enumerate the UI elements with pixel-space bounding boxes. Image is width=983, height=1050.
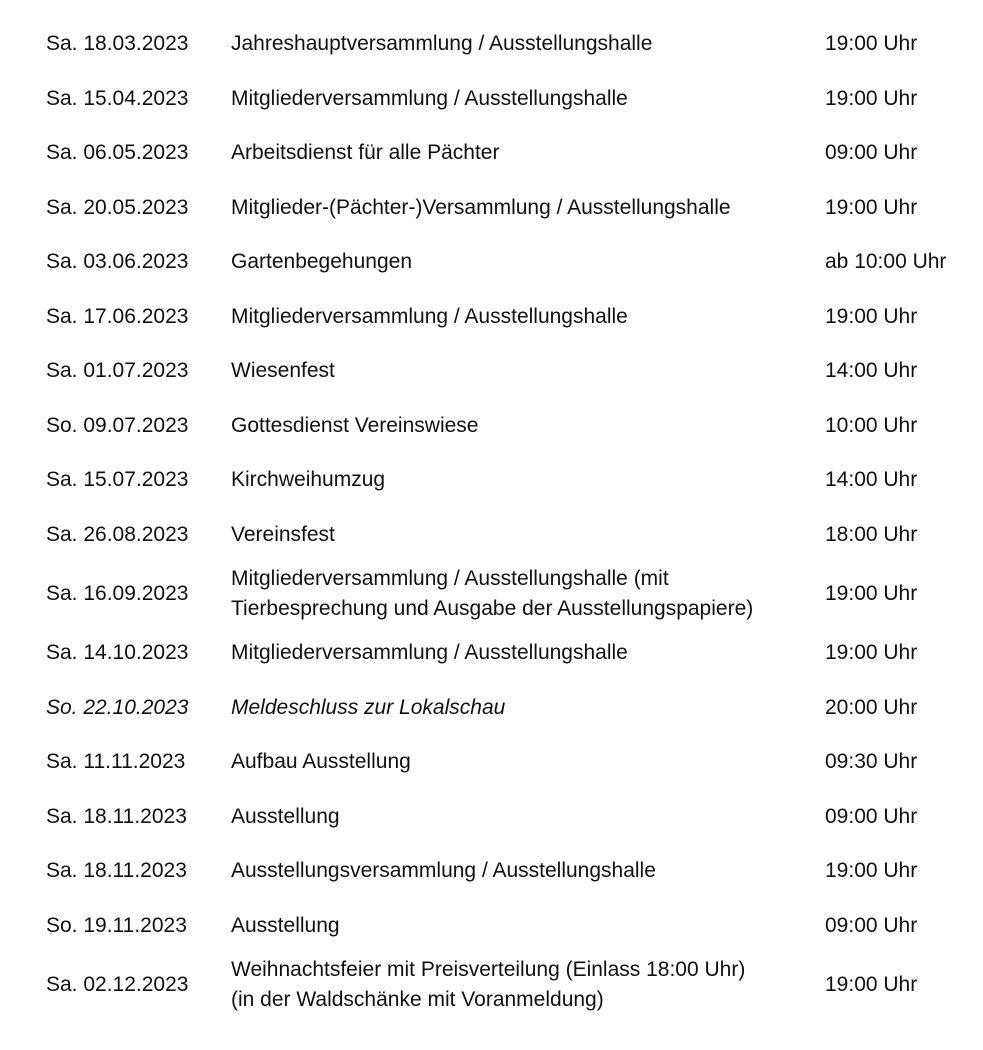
event-title: Gottesdienst Vereinswiese (231, 413, 479, 437)
schedule-row (0, 453, 983, 508)
event-title: Mitglieder-(Pächter-)Versammlung / Ausstellungshalle (231, 195, 731, 219)
event-date: So. 22.10.2023 (46, 695, 189, 719)
event-time: 09:00 Uhr (825, 913, 918, 937)
event-title: Meldeschluss zur Lokalschau (231, 695, 506, 719)
event-title: Aufbau Ausstellung (231, 750, 411, 774)
event-date: So. 09.07.2023 (46, 413, 189, 437)
event-date: Sa. 17.06.2023 (46, 304, 189, 328)
event-title: Gartenbegehungen (231, 250, 412, 274)
event-date: Sa. 18.03.2023 (46, 32, 189, 56)
schedule-row (0, 844, 983, 899)
schedule-row (0, 562, 983, 626)
schedule-row (0, 344, 983, 399)
schedule-row (0, 508, 983, 563)
schedule-row (0, 181, 983, 236)
event-time: 19:00 Uhr (825, 32, 918, 56)
event-time: 09:00 Uhr (825, 141, 918, 165)
event-time: 14:00 Uhr (825, 468, 918, 492)
schedule-row (0, 681, 983, 736)
event-time: 19:00 Uhr (825, 859, 918, 883)
event-time: 14:00 Uhr (825, 359, 918, 383)
event-date: Sa. 03.06.2023 (46, 250, 189, 274)
event-date: Sa. 18.11.2023 (46, 804, 187, 828)
event-title: Ausstellung (231, 913, 340, 937)
schedule-row (0, 899, 983, 954)
event-date: Sa. 11.11.2023 (46, 750, 186, 774)
event-title (231, 564, 825, 624)
event-time: 19:00 Uhr (825, 641, 918, 665)
event-date: Sa. 15.07.2023 (46, 468, 189, 492)
event-date: Sa. 16.09.2023 (46, 582, 189, 605)
event-title-line: Mitgliederversammlung / Ausstellungshalle (mit (231, 567, 669, 590)
schedule-row (0, 735, 983, 790)
event-time: 09:30 Uhr (825, 750, 918, 774)
event-title: Ausstellungsversammlung / Ausstellungshalle (231, 859, 656, 883)
event-title: Vereinsfest (231, 522, 335, 546)
event-time: 09:00 Uhr (825, 804, 918, 828)
event-title: Mitgliederversammlung / Ausstellungshalle (231, 304, 628, 328)
event-title: Arbeitsdienst für alle Pächter (231, 141, 500, 165)
event-date: So. 19.11.2023 (46, 913, 187, 937)
event-time: 19:00 Uhr (825, 86, 918, 110)
event-time: 19:00 Uhr (825, 304, 918, 328)
schedule-row (0, 953, 983, 1017)
event-schedule (0, 17, 983, 1017)
event-date: Sa. 18.11.2023 (46, 859, 187, 883)
schedule-row (0, 290, 983, 345)
event-time: 18:00 Uhr (825, 522, 918, 546)
event-title-line: Tierbesprechung und Ausgabe der Ausstellungspapiere) (231, 597, 754, 620)
event-title: Mitgliederversammlung / Ausstellungshalle (231, 86, 628, 110)
event-title: Jahreshauptversammlung / Ausstellungshalle (231, 32, 653, 56)
event-time: 19:00 Uhr (825, 973, 918, 996)
event-title: Ausstellung (231, 804, 340, 828)
event-time: 19:00 Uhr (825, 582, 918, 605)
event-date: Sa. 02.12.2023 (46, 973, 189, 996)
event-date: Sa. 26.08.2023 (46, 522, 189, 546)
event-title-line: (in der Waldschänke mit Voranmeldung) (231, 988, 604, 1011)
event-date: Sa. 20.05.2023 (46, 195, 189, 219)
event-time: 20:00 Uhr (825, 695, 918, 719)
schedule-row (0, 790, 983, 845)
schedule-row (0, 399, 983, 454)
event-title: Wiesenfest (231, 359, 335, 383)
event-time: 19:00 Uhr (825, 195, 918, 219)
schedule-row (0, 235, 983, 290)
event-title-line: Weihnachtsfeier mit Preisverteilung (Einlass 18:00 Uhr) (231, 958, 746, 981)
event-time: ab 10:00 Uhr (825, 250, 947, 274)
event-date: Sa. 01.07.2023 (46, 359, 189, 383)
event-date: Sa. 06.05.2023 (46, 141, 189, 165)
event-date: Sa. 14.10.2023 (46, 641, 189, 665)
event-title: Mitgliederversammlung / Ausstellungshalle (231, 641, 628, 665)
event-date: Sa. 15.04.2023 (46, 86, 189, 110)
schedule-row (0, 126, 983, 181)
event-title (231, 955, 825, 1015)
schedule-row (0, 17, 983, 72)
schedule-row (0, 72, 983, 127)
event-time: 10:00 Uhr (825, 413, 918, 437)
event-title: Kirchweihumzug (231, 468, 386, 492)
schedule-row (0, 626, 983, 681)
